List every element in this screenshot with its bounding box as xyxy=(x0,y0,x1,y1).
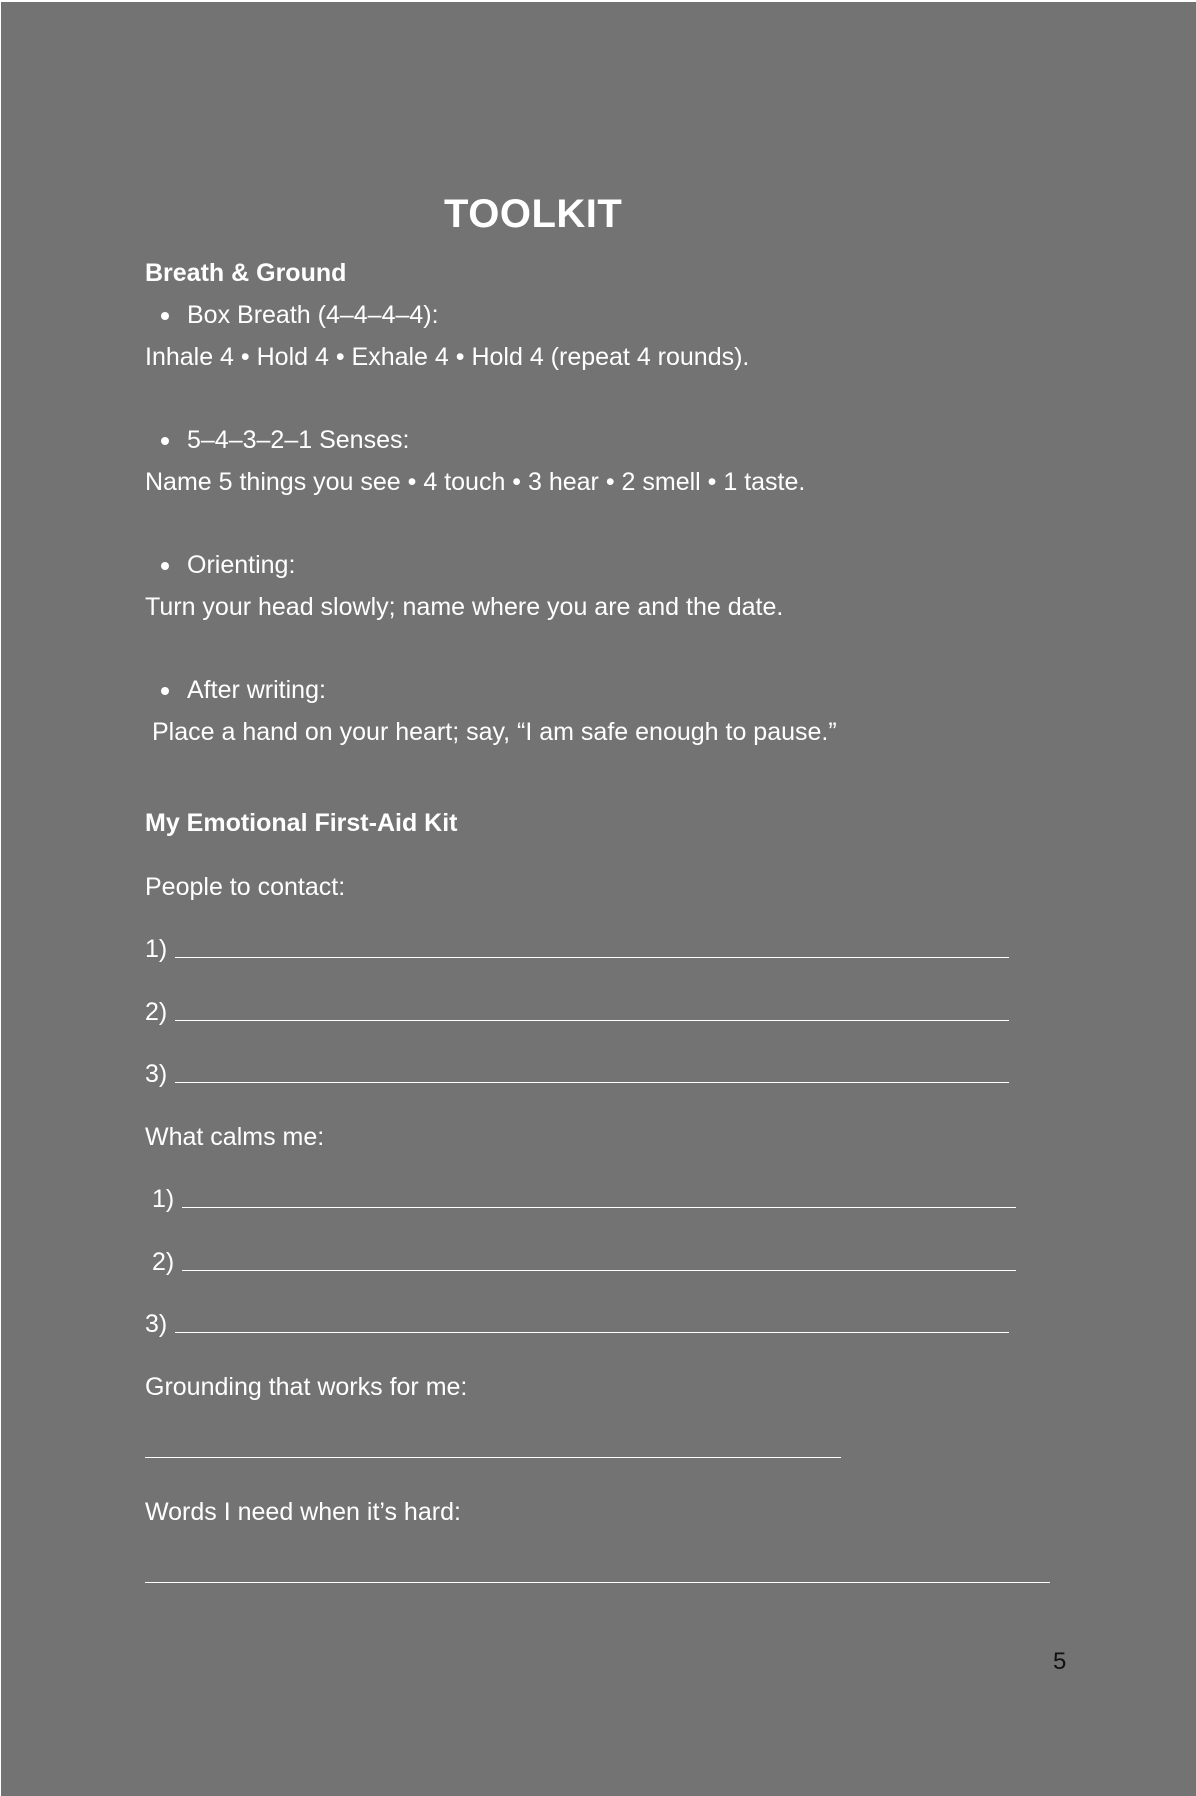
item-detail-after-writing: Place a hand on your heart; say, “I am safe enough to pause.” xyxy=(152,718,837,746)
words-line[interactable] xyxy=(145,1582,1050,1583)
calms-line-2[interactable] xyxy=(182,1270,1016,1271)
calms-line-number-1: 1) xyxy=(152,1185,175,1213)
people-contact-line-2[interactable] xyxy=(175,1020,1009,1021)
item-detail-orienting: Turn your head slowly; name where you are and the date. xyxy=(145,593,784,621)
worksheet-page xyxy=(1,2,1196,1796)
calms-line-number-2: 2) xyxy=(152,1248,175,1276)
calms-line-number-3: 3) xyxy=(145,1310,168,1338)
people-contact-line-3[interactable] xyxy=(175,1082,1009,1083)
grounding-label: Grounding that works for me: xyxy=(145,1373,468,1401)
bullet-icon xyxy=(161,312,169,320)
item-label-box-breath: Box Breath (4–4–4–4): xyxy=(187,301,439,329)
words-label: Words I need when it’s hard: xyxy=(145,1498,461,1526)
people-line-number-1: 1) xyxy=(145,935,168,963)
section-heading-first-aid-kit: My Emotional First-Aid Kit xyxy=(145,809,458,837)
bullet-icon xyxy=(161,687,169,695)
item-label-after-writing: After writing: xyxy=(187,676,326,704)
item-detail-senses: Name 5 things you see • 4 touch • 3 hear • 2 smell • 1 taste. xyxy=(145,468,806,496)
section-heading-breath-ground: Breath & Ground xyxy=(145,259,347,287)
item-detail-box-breath: Inhale 4 • Hold 4 • Exhale 4 • Hold 4 (repeat 4 rounds). xyxy=(145,343,750,371)
item-label-orienting: Orienting: xyxy=(187,551,296,579)
item-label-senses: 5–4–3–2–1 Senses: xyxy=(187,426,410,454)
people-contact-line-1[interactable] xyxy=(175,957,1009,958)
page-number: 5 xyxy=(1053,1648,1067,1675)
calms-line-3[interactable] xyxy=(175,1332,1009,1333)
people-line-number-2: 2) xyxy=(145,998,168,1026)
bullet-icon xyxy=(161,437,169,445)
calms-line-1[interactable] xyxy=(182,1207,1016,1208)
bullet-icon xyxy=(161,562,169,570)
grounding-line[interactable] xyxy=(145,1457,841,1458)
what-calms-me-label: What calms me: xyxy=(145,1123,325,1151)
people-to-contact-label: People to contact: xyxy=(145,873,346,901)
people-line-number-3: 3) xyxy=(145,1060,168,1088)
page-title: TOOLKIT xyxy=(444,192,623,236)
